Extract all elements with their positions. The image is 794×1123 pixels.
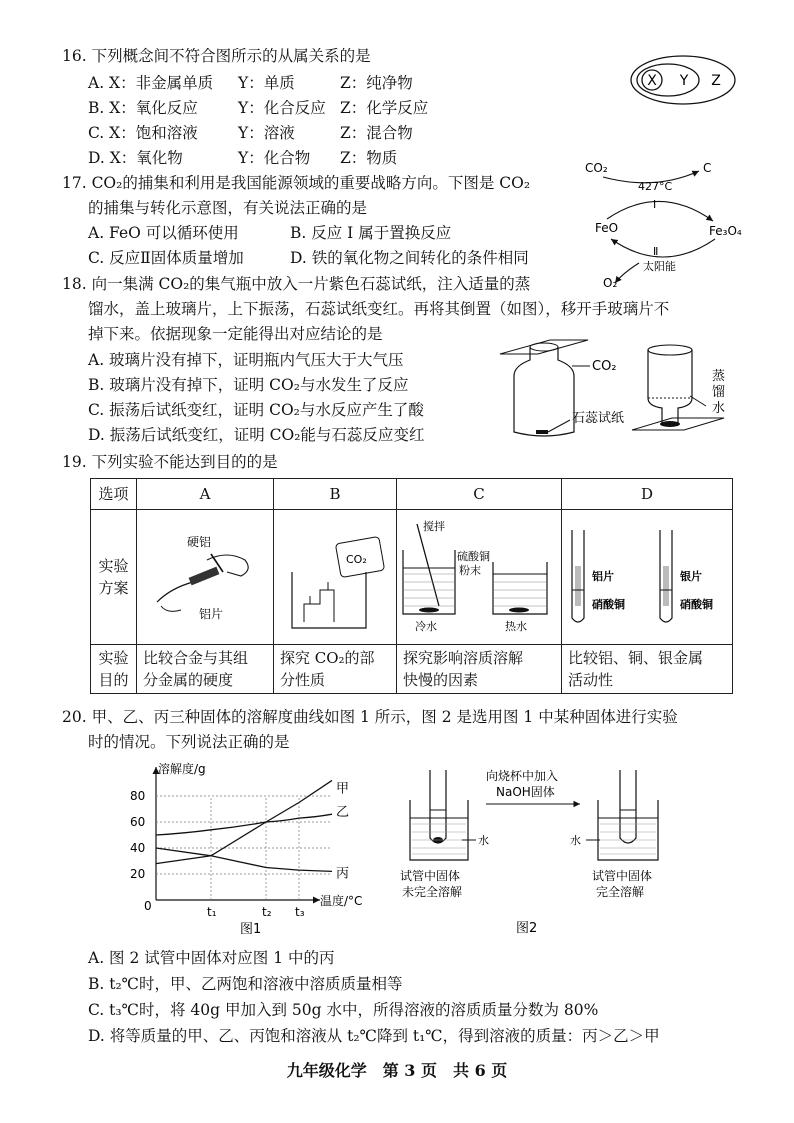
- fig1-xtick-label: t₃: [295, 905, 305, 919]
- row-label-purpose: 实验 目的: [91, 645, 137, 694]
- q20-opt-d: D. 将等质量的甲、乙、丙饱和溶液从 t₂℃降到 t₁℃，得到溶液的质量：丙＞乙＞甲: [88, 1027, 660, 1045]
- fig1-ytick-label: 80: [130, 789, 146, 803]
- scheme-a-illustration: [137, 510, 273, 640]
- q16-venn-diagram: [628, 52, 740, 108]
- q17-reaction2-label: Ⅱ: [653, 245, 659, 258]
- fig2-right-caption-2: 完全溶解: [596, 885, 645, 899]
- svg-text:冷水: 冷水: [415, 620, 437, 633]
- q18-stem-line1: 18. 向一集满 CO₂的集气瓶中放入一片紫色石蕊试纸，注入适量的蒸: [62, 275, 531, 293]
- q16-opt-a-y: Y：单质: [238, 74, 295, 92]
- q18-co2-label: CO₂: [592, 359, 617, 374]
- fig2-water-right: 水: [570, 834, 581, 847]
- scheme-d-cell: [562, 510, 733, 645]
- q17-stem-line2: 的捕集与转化示意图，有关说法正确的是: [88, 199, 368, 217]
- q20-fig2-diagram: [400, 760, 690, 940]
- q18-opt-d: D. 振荡后试纸变红，证明 CO₂能与石蕊反应变红: [88, 426, 425, 444]
- q16-opt-d-y: Y：化合物: [238, 149, 311, 167]
- svg-text:热水: 热水: [505, 620, 527, 633]
- purpose-c: 探究影响溶质溶解 快慢的因素: [397, 645, 562, 694]
- q18-water-label-3: 水: [712, 401, 726, 416]
- q18-stem-line3: 掉下来。依据现象一定能得出对应结论的是: [88, 325, 383, 343]
- q18-opt-b: B. 玻璃片没有掉下，证明 CO₂与水发生了反应: [88, 376, 409, 394]
- scheme-b-illustration: [274, 510, 396, 640]
- svg-text:粉末: 粉末: [459, 564, 481, 577]
- q16-opt-c-x: C. X：饱和溶液: [88, 124, 198, 142]
- q19-table: [90, 478, 733, 694]
- fig1-ylabel: 溶解度/g: [158, 762, 206, 776]
- q18-opt-a: A. 玻璃片没有掉下，证明瓶内气压大于大气压: [88, 351, 404, 369]
- q17-reaction1-label: Ⅰ: [653, 198, 657, 211]
- fig1-xtick-label: t₁: [207, 905, 217, 919]
- scheme-c-illustration: [397, 510, 561, 640]
- fig1-series-label: 甲: [336, 781, 350, 797]
- table-header-b: B: [274, 479, 397, 510]
- svg-text:硝酸铜: 硝酸铜: [680, 598, 713, 611]
- fig2-right-caption-1: 试管中固体: [592, 869, 653, 883]
- q16-opt-d-z: Z：物质: [340, 149, 398, 167]
- fig1-origin: 0: [144, 899, 152, 913]
- q16-opt-a-x: A. X：非金属单质: [88, 74, 214, 92]
- q17-opt-a: A. FeO 可以循环使用: [88, 224, 239, 242]
- scheme-a-cell: [137, 510, 274, 645]
- svg-text:硫酸铜: 硫酸铜: [457, 550, 490, 563]
- q19-stem: 19. 下列实验不能达到目的的是: [62, 453, 278, 471]
- q17-opt-c: C. 反应Ⅱ固体质量增加: [88, 249, 244, 267]
- venn-y-label: Y: [679, 73, 689, 89]
- svg-text:铝片: 铝片: [199, 607, 224, 621]
- q20-stem-line1: 20. 甲、乙、丙三种固体的溶解度曲线如图 1 所示，图 2 是选用图 1 中某种固体进行实验: [62, 708, 678, 726]
- page-footer: 九年级化学 第 3 页 共 6 页: [286, 1061, 508, 1080]
- svg-text:硝酸铜: 硝酸铜: [592, 598, 625, 611]
- venn-x-label: X: [647, 73, 657, 89]
- q17-co2-label: CO₂: [585, 161, 608, 175]
- venn-z-label: Z: [711, 73, 721, 89]
- fig2-left-caption-2: 未完全溶解: [402, 885, 463, 899]
- q16-opt-d-x: D. X：氧化物: [88, 149, 183, 167]
- table-header-option: 选项: [91, 479, 137, 510]
- fig1-series-label: 乙: [336, 805, 350, 821]
- q17-stem-line1: 17. CO₂的捕集和利用是我国能源领域的重要战略方向。下图是 CO₂: [62, 174, 531, 192]
- fig2-arrow-text-2: NaOH固体: [496, 785, 555, 799]
- table-header-d: D: [562, 479, 733, 510]
- fig1-series-line-1: [156, 814, 332, 835]
- fig1-ytick-label: 60: [130, 815, 146, 829]
- q20-fig1-solubility-chart: [120, 755, 390, 940]
- q17-opt-b: B. 反应 Ⅰ 属于置换反应: [290, 224, 452, 242]
- fig2-water-left: 水: [478, 834, 489, 847]
- q18-litmus-label: 石蕊试纸: [572, 411, 625, 426]
- q17-fe3o4-label: Fe₃O₄: [709, 224, 742, 238]
- q17-solar-label: 太阳能: [643, 260, 676, 273]
- q18-water-label-2: 馏: [712, 385, 726, 400]
- q16-opt-c-z: Z：混合物: [340, 124, 413, 142]
- q17-temp-label: 427°C: [638, 180, 673, 193]
- q20-opt-a: A. 图 2 试管中固体对应图 1 中的丙: [88, 949, 335, 967]
- q16-opt-b-x: B. X：氧化反应: [88, 99, 198, 117]
- scheme-b-cell: [274, 510, 397, 645]
- q18-bottle-diagram: [492, 336, 737, 448]
- q20-opt-b: B. t₂℃时，甲、乙两饱和溶液中溶质质量相等: [88, 975, 403, 993]
- fig2-arrow-text-1: 向烧杯中加入: [486, 769, 559, 783]
- fig1-caption: 图1: [240, 922, 262, 937]
- fig1-xtick-label: t₂: [262, 905, 272, 919]
- q16-opt-c-y: Y：溶液: [238, 124, 295, 142]
- q18-opt-c: C. 振荡后试纸变红，证明 CO₂与水反应产生了酸: [88, 401, 424, 419]
- svg-text:硬铝: 硬铝: [187, 535, 212, 549]
- purpose-b: 探究 CO₂的部 分性质: [274, 645, 397, 694]
- svg-text:CO₂: CO₂: [346, 553, 367, 566]
- svg-text:银片: 银片: [680, 570, 702, 583]
- table-header-a: A: [137, 479, 274, 510]
- fig1-ytick-label: 20: [130, 867, 146, 881]
- q20-stem-line2: 时的情况。下列说法正确的是: [88, 733, 290, 751]
- q17-opt-d: D. 铁的氧化物之间转化的条件相同: [290, 249, 529, 267]
- q17-c-label: C: [703, 161, 712, 175]
- q16-opt-b-y: Y：化合反应: [238, 99, 326, 117]
- q18-water-label-1: 蒸: [712, 369, 726, 384]
- q18-stem-line2: 馏水，盖上玻璃片，上下振荡，石蕊试纸变红。再将其倒置（如图），移开手玻璃片不: [88, 300, 670, 318]
- q16-opt-a-z: Z：纯净物: [340, 74, 413, 92]
- q20-opt-c: C. t₃℃时，将 40g 甲加入到 50g 水中，所得溶液的溶质质量分数为 80%: [88, 1001, 599, 1019]
- table-header-c: C: [397, 479, 562, 510]
- fig1-series-label: 丙: [336, 866, 350, 882]
- q17-cycle-diagram: [575, 155, 750, 290]
- fig2-caption: 图2: [516, 921, 538, 936]
- scheme-d-illustration: [562, 510, 732, 640]
- fig2-left-caption-1: 试管中固体: [400, 869, 461, 883]
- purpose-d: 比较铝、铜、银金属 活动性: [562, 645, 733, 694]
- q17-feo-label: FeO: [595, 221, 619, 235]
- q17-o2-label: O₂: [603, 276, 618, 290]
- q16-opt-b-z: Z：化学反应: [340, 99, 429, 117]
- purpose-a: 比较合金与其组 分金属的硬度: [137, 645, 274, 694]
- q16-stem: 16. 下列概念间不符合图所示的从属关系的是: [62, 47, 371, 65]
- fig1-xlabel: 温度/°C: [320, 894, 363, 908]
- svg-text:铝片: 铝片: [592, 570, 614, 583]
- scheme-c-cell: [397, 510, 562, 645]
- svg-text:搅拌: 搅拌: [423, 520, 445, 533]
- row-label-scheme: 实验 方案: [91, 510, 137, 645]
- fig1-ytick-label: 40: [130, 841, 146, 855]
